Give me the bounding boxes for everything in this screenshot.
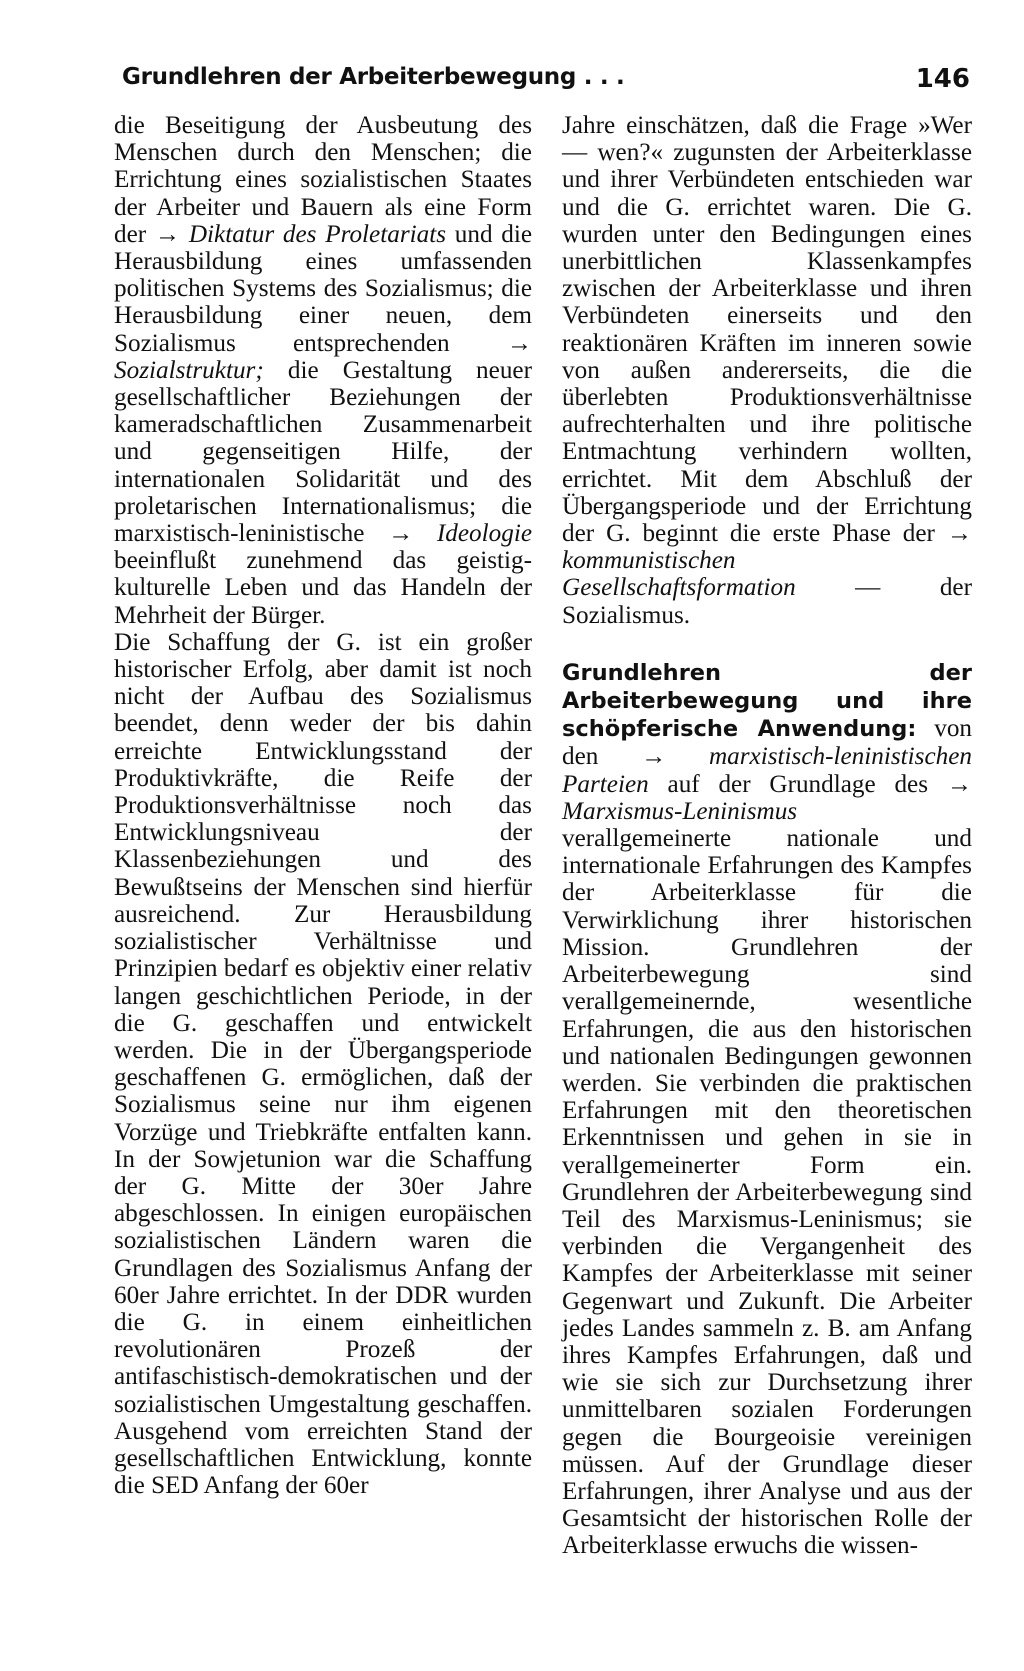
entry-headword: Grundlehren der Arbeiterbewegung und ihre schöpferische Anwendung: — [562, 659, 972, 743]
paragraph: Die Schaffung der G. ist ein großer historischer Erfolg, aber damit ist noch nicht der Aufbau des Sozialismus beendet, denn weder der bis dahin erreichte Entwicklungsstand der Produktivkräfte, die Reife der Produktionsverhältnisse noch das Entwicklungsniveau der Klassenbeziehungen und des Bewußtseins der Menschen sind hierfür ausreichend. Zur Herausbildung sozialistischer Verhältnisse und Prinzipien bedarf es objektiv einer relativ langen geschichtlichen Periode, in der die G. geschaffen und entwickelt werden. Die in der Übergangsperiode geschaffenen G. ermöglichen, daß der Sozialismus seine nur ihm eigenen Vorzüge und Triebkräfte entfalten kann. In der Sowjetunion war die Schaffung der G. Mitte der 30er Jahre abgeschlossen. In einigen europäischen sozialistischen Ländern waren die Grundlagen des Sozialismus Anfang der 60er Jahre errichtet. In der DDR wurden die G. in einem einheitlichen revolutionären Prozeß der antifaschistisch-demokratischen und der sozialistischen Umgestaltung geschaffen. Ausgehend vom erreichten Stand der gesellschaftlichen Entwicklung, konnte die SED Anfang der 60er — [114, 628, 532, 1500]
cross-reference-gesellschaftsformation: kommunistischen Gesellschaftsformation — [562, 547, 796, 602]
right-column — [562, 112, 972, 1560]
paragraph — [562, 112, 972, 629]
cross-reference-parteien: marxistisch-leninistischen Parteien — [562, 743, 972, 798]
body-text: die Gestaltung neuer gesellschaftlicher Beziehungen der kameradschaftlichen Zusammenarbeit und gegenseitigen Hilfe, der internationalen Solidarität und des proletarischen Internationalismus; die marxistisch-leninistische — [114, 356, 532, 548]
paragraph — [114, 112, 532, 629]
arrow-icon: → — [506, 329, 532, 357]
body-text: — der Sozialismus. — [562, 574, 972, 629]
cross-reference-ideologie: Ideologie — [436, 520, 532, 548]
body-text: von den — [562, 715, 972, 771]
arrow-icon: → — [154, 220, 181, 248]
running-title: Grundlehren der Arbeiterbewegung . . . — [122, 64, 625, 90]
arrow-icon: → — [946, 520, 972, 548]
body-text: verallgemeinerte nationale und internationale Erfahrungen des Kampfes der Arbeiterklasse für die Verwirklichung ihrer historischen Mission. Grundlehren der Arbeiterbewegung sind verallgemeinernde, wesentliche Erfahrungen, die aus den historischen und nationalen Bedingungen gewonnen werden. Sie verbinden die praktischen Erfahrungen mit den theoretischen Erkenntnissen und gehen in sie in verallgemeinerter Form ein. Grundlehren der Arbeiterbewegung sind Teil des Marxismus-Leninismus; sie verbinden die Vergangenheit des Kampfes der Arbeiterklasse mit seiner Gegenwart und Zukunft. Die Arbeiter jedes Landes sammeln z. B. am Anfang ihres Kampfes Erfahrungen, daß und wie sie sich zur Durchsetzung ihrer unmittelbaren sozialen Forderungen gegen die Bourgeoisie vereinigen müssen. Auf der Grundlage dieser Erfahrungen, ihrer Analyse und aus der Gesamtsicht der historischen Rolle der Arbeiterklasse erwuchs die wissen- — [562, 825, 972, 1560]
body-text: Jahre einschätzen, daß die Frage »Wer — wen?« zugunsten der Arbeiterklasse und ihrer Verbündeten entschieden war und die G. errichtet waren. Die G. wurden unter den Bedingungen eines unerbittlichen Klassenkampfes zwischen der Arbeiterklasse und ihren Verbündeten einerseits und den reaktionären Kräften im inneren sowie von außen andererseits, die die überlebten Produktionsverhältnisse aufrechterhalten und ihre politische Entmachtung verhindern wollten, errichtet. Mit dem Abschluß der Übergangsperiode und der Errichtung der G. beginnt die erste Phase der — [562, 112, 972, 548]
arrow-icon: → — [388, 520, 414, 548]
arrow-icon: → — [641, 743, 667, 771]
running-head — [122, 60, 970, 100]
body-text: und die Herausbildung eines umfassenden politischen Systems des Sozialismus; die Herausbildung einer neuen, dem Sozialismus entsprechenden — [114, 220, 533, 357]
body-text: auf der Grundlage des — [667, 770, 929, 798]
cross-reference-marxismus-leninismus: Marxismus-Leninismus — [562, 797, 798, 825]
dictionary-entry — [562, 659, 972, 1560]
cross-reference-diktatur: Diktatur des Proletariats — [188, 220, 447, 248]
entry-separator — [562, 629, 972, 659]
arrow-icon: → — [946, 770, 973, 798]
body-text: die Beseitigung der Ausbeutung des Menschen durch den Menschen; die Errichtung eines sozialistischen Staates der Arbeiter und Bauern als eine Form der — [114, 112, 532, 248]
body-text: beeinflußt zunehmend das geistig-kulturelle Leben und das Handeln der Mehrheit der Bürger. — [114, 547, 532, 629]
cross-reference-sozialstruktur: Sozialstruktur; — [114, 356, 264, 384]
left-column — [114, 112, 532, 1499]
page-number: 146 — [915, 64, 970, 94]
